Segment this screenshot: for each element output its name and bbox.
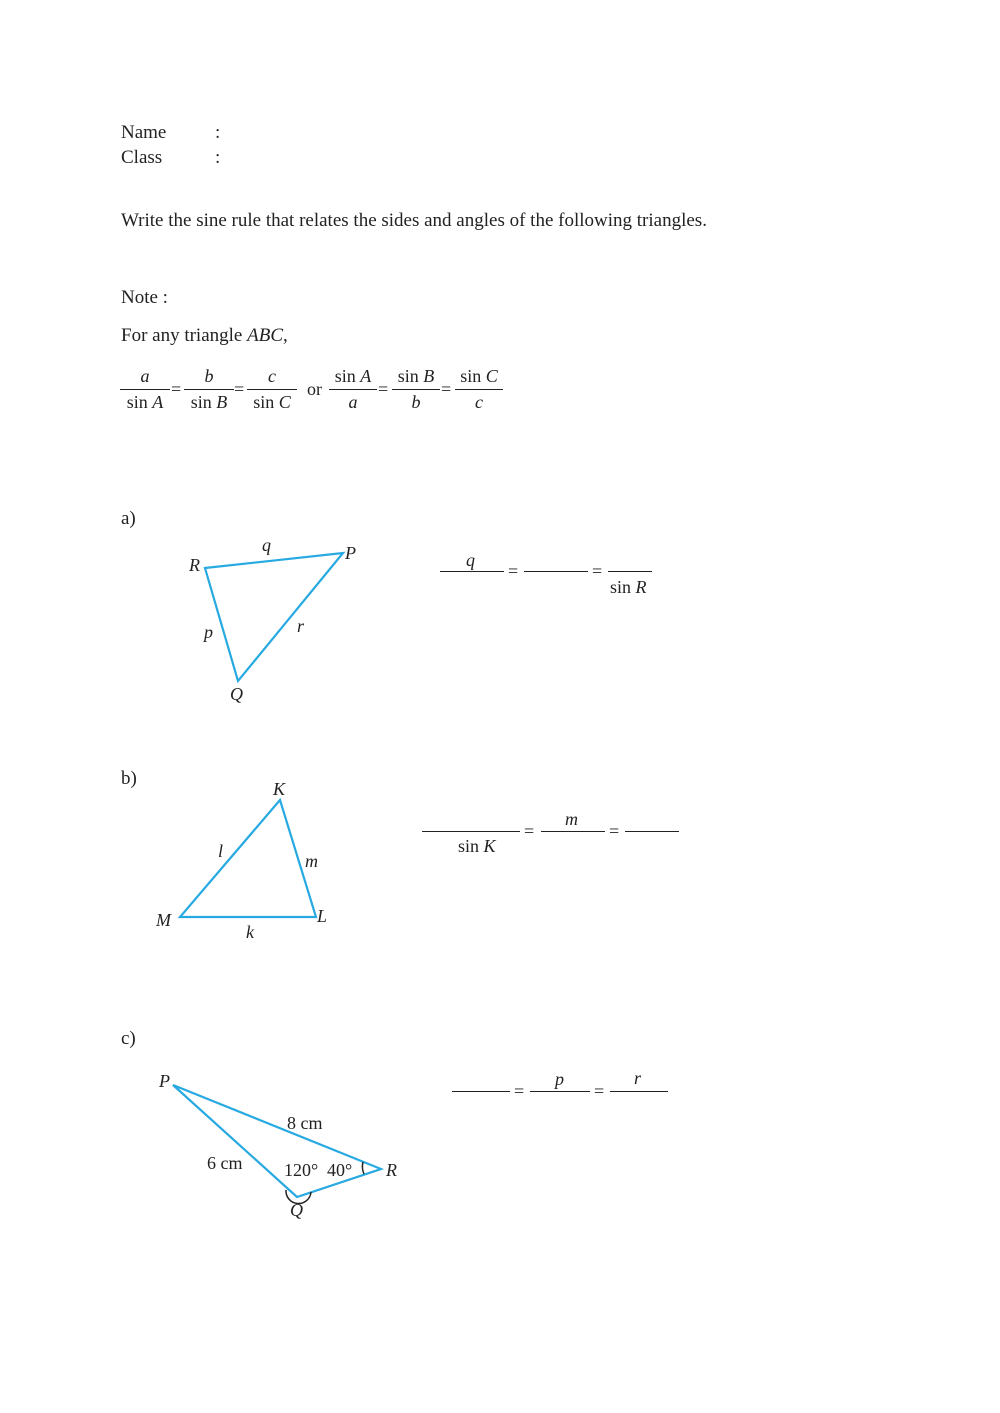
rule2-equals: = [378, 379, 389, 399]
vertex-r-label: R [189, 555, 200, 575]
side-k-label: k [246, 922, 254, 942]
answer-c-equals: = [594, 1081, 605, 1101]
answer-c-numerator-3: r [634, 1068, 642, 1088]
rule1-fraction-a: $\frac{a}{\text{sin A}}$ [120, 366, 170, 413]
or-text: or [307, 379, 322, 399]
vertex-p-label: P [159, 1071, 170, 1091]
side-r-label: r [297, 616, 305, 636]
side-l-label: l [218, 841, 224, 861]
vertex-r-label: R [386, 1160, 397, 1180]
answer-b-blank-3[interactable] [625, 831, 679, 832]
answer-a-blank-3[interactable] [608, 571, 652, 572]
answer-c-numerator-2: p [555, 1069, 564, 1089]
side-pr-length: 8 cm [287, 1113, 323, 1133]
note-intro: For any triangle ABC, [121, 325, 288, 346]
rule1-fraction-b: $\frac{b}{\text{sin B}}$ [184, 366, 234, 413]
instruction-text: Write the sine rule that relates the sides and angles of the following triangles. [121, 210, 707, 231]
answer-a-blank-2[interactable] [524, 571, 588, 572]
answer-b-equals: = [609, 821, 620, 841]
rule2-equals: = [441, 379, 452, 399]
triangle-b-shape [180, 800, 316, 917]
answer-b-equals: = [524, 821, 535, 841]
vertex-m-label: M [156, 910, 171, 930]
vertex-k-label: K [273, 779, 286, 799]
side-m-label: m [305, 851, 318, 871]
answer-a-blank-1[interactable] [440, 571, 504, 572]
side-q-label: q [262, 535, 271, 555]
answer-a-equals: = [592, 561, 603, 581]
vertex-l-label: L [317, 906, 328, 926]
vertex-p-label: P [345, 543, 356, 563]
name-label: Name [121, 122, 167, 143]
answer-b-denominator-1: sin K [458, 836, 496, 856]
rule1-equals: = [171, 379, 182, 399]
answer-a-denominator-3: sin R [610, 577, 647, 597]
answer-c-blank-2[interactable] [530, 1091, 590, 1092]
angle-r-value: 40° [327, 1160, 353, 1180]
rule2-fraction-c: $\frac{\text{sin C}}{c}$ [455, 366, 503, 413]
answer-b-blank-1[interactable] [422, 831, 520, 832]
answer-c-equals: = [514, 1081, 525, 1101]
note-label: Note : [121, 287, 168, 308]
answer-a-numerator-1: q [466, 550, 475, 570]
answer-a-equals: = [508, 561, 519, 581]
angle-r-arc [362, 1162, 364, 1174]
answer-b-blank-2[interactable] [541, 831, 605, 832]
vertex-q-label: Q [230, 684, 243, 704]
side-p-label: p [204, 622, 213, 642]
rule1-equals: = [234, 379, 245, 399]
answer-c-blank-3[interactable] [610, 1091, 668, 1092]
angle-q-value: 120° [284, 1160, 319, 1180]
question-a-label: a) [121, 508, 136, 529]
answer-c-blank-1[interactable] [452, 1091, 510, 1092]
class-label: Class [121, 147, 163, 168]
vertex-q-label: Q [290, 1200, 303, 1220]
rule2-fraction-a: $\frac{\text{sin A}}{a}$ [329, 366, 377, 413]
name-colon: : [215, 122, 221, 143]
rule1-fraction-c: $\frac{c}{\text{sin C}}$ [247, 366, 297, 413]
class-colon: : [215, 147, 221, 168]
triangle-name: ABC [247, 325, 283, 346]
side-pq-length: 6 cm [207, 1153, 243, 1173]
answer-b-numerator-2: m [565, 809, 578, 829]
triangle-a-shape [205, 553, 343, 681]
rule2-fraction-b: $\frac{\text{sin B}}{b}$ [392, 366, 440, 413]
question-c-label: c) [121, 1028, 136, 1049]
question-b-label: b) [121, 768, 137, 789]
